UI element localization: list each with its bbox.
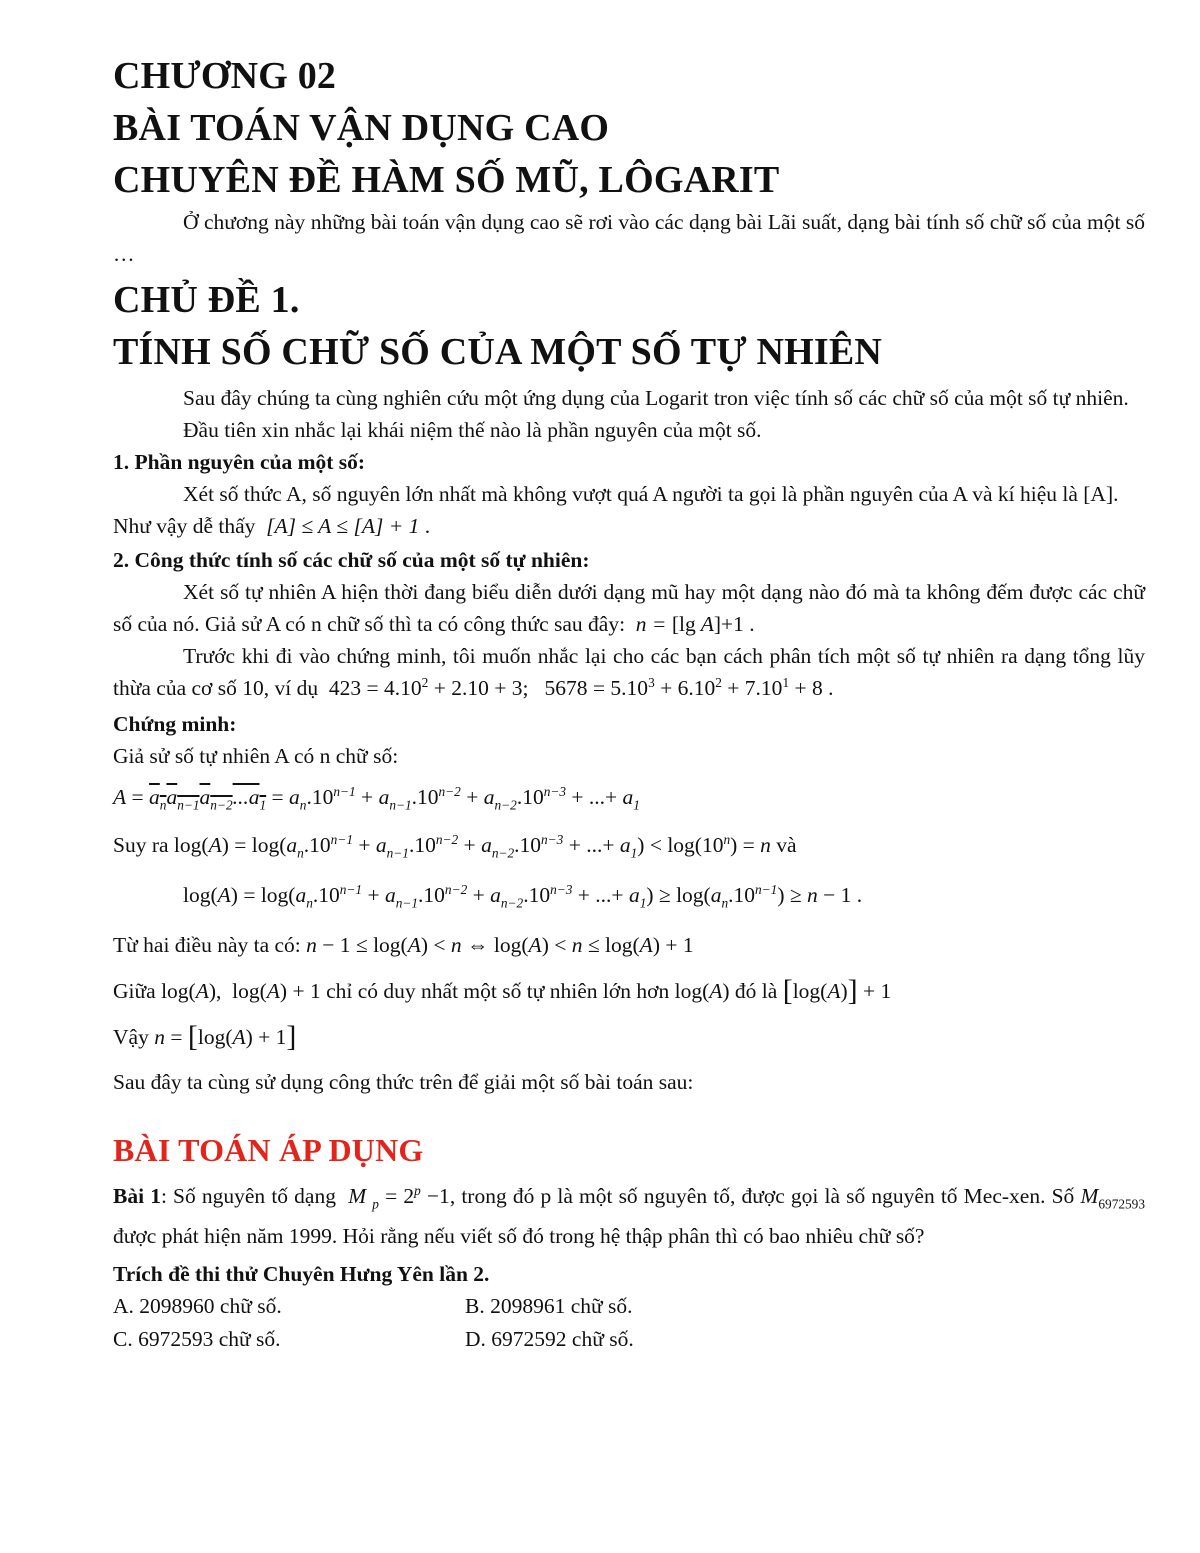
- giua-label: Giữa: [113, 979, 156, 1003]
- section-2-heading: 2. Công thức tính số các chữ số của một số tự nhiên:: [113, 548, 590, 572]
- problem-1-source: Trích đề thi thử Chuyên Hưng Yên lần 2.: [113, 1262, 490, 1286]
- chapter-title: CHƯƠNG 02: [113, 55, 337, 97]
- suy-ra-label: Suy ra: [113, 833, 169, 857]
- proof-heading: Chứng minh:: [113, 712, 237, 736]
- answer-options-row-2: [113, 1323, 1145, 1356]
- integer-part-inequality: [A] ≤ A ≤ [A] + 1: [260, 514, 420, 538]
- proof-between-statement: Giữa log(A), log(A) + 1 chỉ có duy nhất một số tự nhiên lớn hơn log(A) đó là [log(A)] + 1: [113, 974, 892, 1007]
- section-1-note-prefix: Như vậy dễ thấy: [113, 514, 256, 538]
- option-a[interactable]: A. 2098960 chữ số.: [113, 1294, 282, 1318]
- vay-label: Vậy: [113, 1025, 149, 1049]
- section-2-text: Xét số tự nhiên A hiện thời đang biểu diễn dưới dạng mũ hay một dạng nào đó mà ta không đếm được các chữ số của nó. Giả sử A có n chữ số thì ta có công thức sau đây: n = [lg A]+1 .: [113, 580, 1145, 636]
- chapter-topic: CHUYÊN ĐỀ HÀM SỐ MŨ, LÔGARIT: [113, 159, 780, 201]
- section-2-text-2: [113, 640, 1145, 704]
- example-decomposition: $423 = 4.10^2 + 2.10 + 3$; $5678 = 5.10^3 + 6.10^2 + 7.10^1 + 8$ .: [323, 674, 834, 700]
- proof-closing: Sau đây ta cùng sử dụng công thức trên để giải một số bài toán sau:: [113, 1070, 694, 1094]
- applied-title: BÀI TOÁN ÁP DỤNG: [113, 1132, 424, 1168]
- mersenne-formula: M $_p = 2^p -1$: [342, 1182, 450, 1212]
- problem-1-label: Bài 1: [113, 1184, 161, 1208]
- topic-subtitle: TÍNH SỐ CHỮ SỐ CỦA MỘT SỐ TỰ NHIÊN: [113, 331, 883, 373]
- problem-1-text-2: , trong đó p là một số nguyên tố, được gọi là số nguyên tố Mec-xen. Số: [449, 1184, 1075, 1208]
- chi-co-label: chỉ có duy nhất một số tự nhiên lớn hơn: [326, 979, 670, 1003]
- section-2-body: Xét số tự nhiên A hiện thời đang biểu diễn dưới dạng mũ hay một dạng nào đó mà ta không đếm được các chữ số của nó. Giả sử A có n chữ số thì ta có công thức sau đây:: [113, 580, 1145, 636]
- answer-options-row-1: [113, 1290, 1145, 1323]
- topic-paragraph-1: Sau đây chúng ta cùng nghiên cứu một ứng dụng của Logarit tron việc tính số các chữ số của một số tự nhiên.: [183, 386, 1129, 410]
- section-1-text: Xét số thức A, số nguyên lớn nhất mà không vượt quá A người ta gọi là phần nguyên của A và kí hiệu là [A].: [183, 482, 1119, 506]
- proof-line-1: Giả sử số tự nhiên A có n chữ số:: [113, 744, 399, 768]
- proof-conclusion-inequality: Từ hai điều này ta có: n − 1 ≤ log(A) < n ⇔ log(A) < n ≤ log(A) + 1: [113, 933, 694, 957]
- tu-hai-label: Từ hai điều này ta có:: [113, 933, 301, 957]
- proof-formula-expansion: $A = a_na_{n-1}a_{n-2}...a_1 = a_n.10^{n-1} + a_{n-1}.10^{n-2} + a_{n-2}.10^{n-3}$ + ...+ $a_1$: [113, 783, 640, 813]
- section-1-heading: 1. Phần nguyên của một số:: [113, 450, 366, 474]
- proof-formula-upper-bound: Suy ra $\log(A) = \log(a_n.10^{n-1} + a_{n-1}.10^{n-2} + a_{n-2}.10^{n-3}$ + ...+ $a_1) < \log(10^n) = n$ và: [113, 831, 797, 861]
- option-b[interactable]: B. 2098961 chữ số.: [465, 1294, 633, 1318]
- proof-formula-lower-bound: $\log(A) = \log(a_n.10^{n-1} + a_{n-1}.10^{n-2} + a_{n-2}.10^{n-3}$ + ...+ $a_1) \ge \log(a_n.10^{n-1}) \ge n - 1$ .: [183, 881, 863, 911]
- digit-count-formula: n = [lg A]+1: [630, 612, 744, 636]
- mersenne-number: $M_{6972593}$: [1080, 1184, 1146, 1212]
- proof-final-formula: Vậy n = [log(A) + 1]: [113, 1020, 297, 1053]
- problem-1-text-3: được phát hiện năm 1999. Hỏi rằng nếu viết số đó trong hệ thập phân thì có bao nhiêu chữ số?: [113, 1224, 925, 1248]
- section-1-note: Như vậy dễ thấy [A] ≤ A ≤ [A] + 1 .: [113, 514, 431, 538]
- problem-1: [113, 1176, 1145, 1256]
- topic-paragraph-2: Đầu tiên xin nhắc lại khái niệm thế nào là phần nguyên của một số.: [183, 418, 762, 442]
- option-d[interactable]: D. 6972592 chữ số.: [465, 1327, 634, 1351]
- topic-title: CHỦ ĐỀ 1.: [113, 279, 300, 321]
- option-c[interactable]: C. 6972593 chữ số.: [113, 1327, 281, 1351]
- chapter-subtitle: BÀI TOÁN VẬN DỤNG CAO: [113, 107, 610, 149]
- section-2-body-2: Trước khi đi vào chứng minh, tôi muốn nhắc lại cho các bạn cách phân tích một số tự nhiên ra dạng tổng lũy thừa của cơ số 10, ví dụ: [113, 644, 1145, 700]
- va-label: và: [776, 833, 797, 857]
- problem-1-text-1: : Số nguyên tố dạng: [160, 1184, 336, 1208]
- document-page: [113, 50, 1145, 1356]
- chapter-intro: Ở chương này những bài toán vận dụng cao sẽ rơi vào các dạng bài Lãi suất, dạng bài tính số chữ số của một số …: [113, 210, 1145, 266]
- do-la-label: đó là: [734, 979, 778, 1003]
